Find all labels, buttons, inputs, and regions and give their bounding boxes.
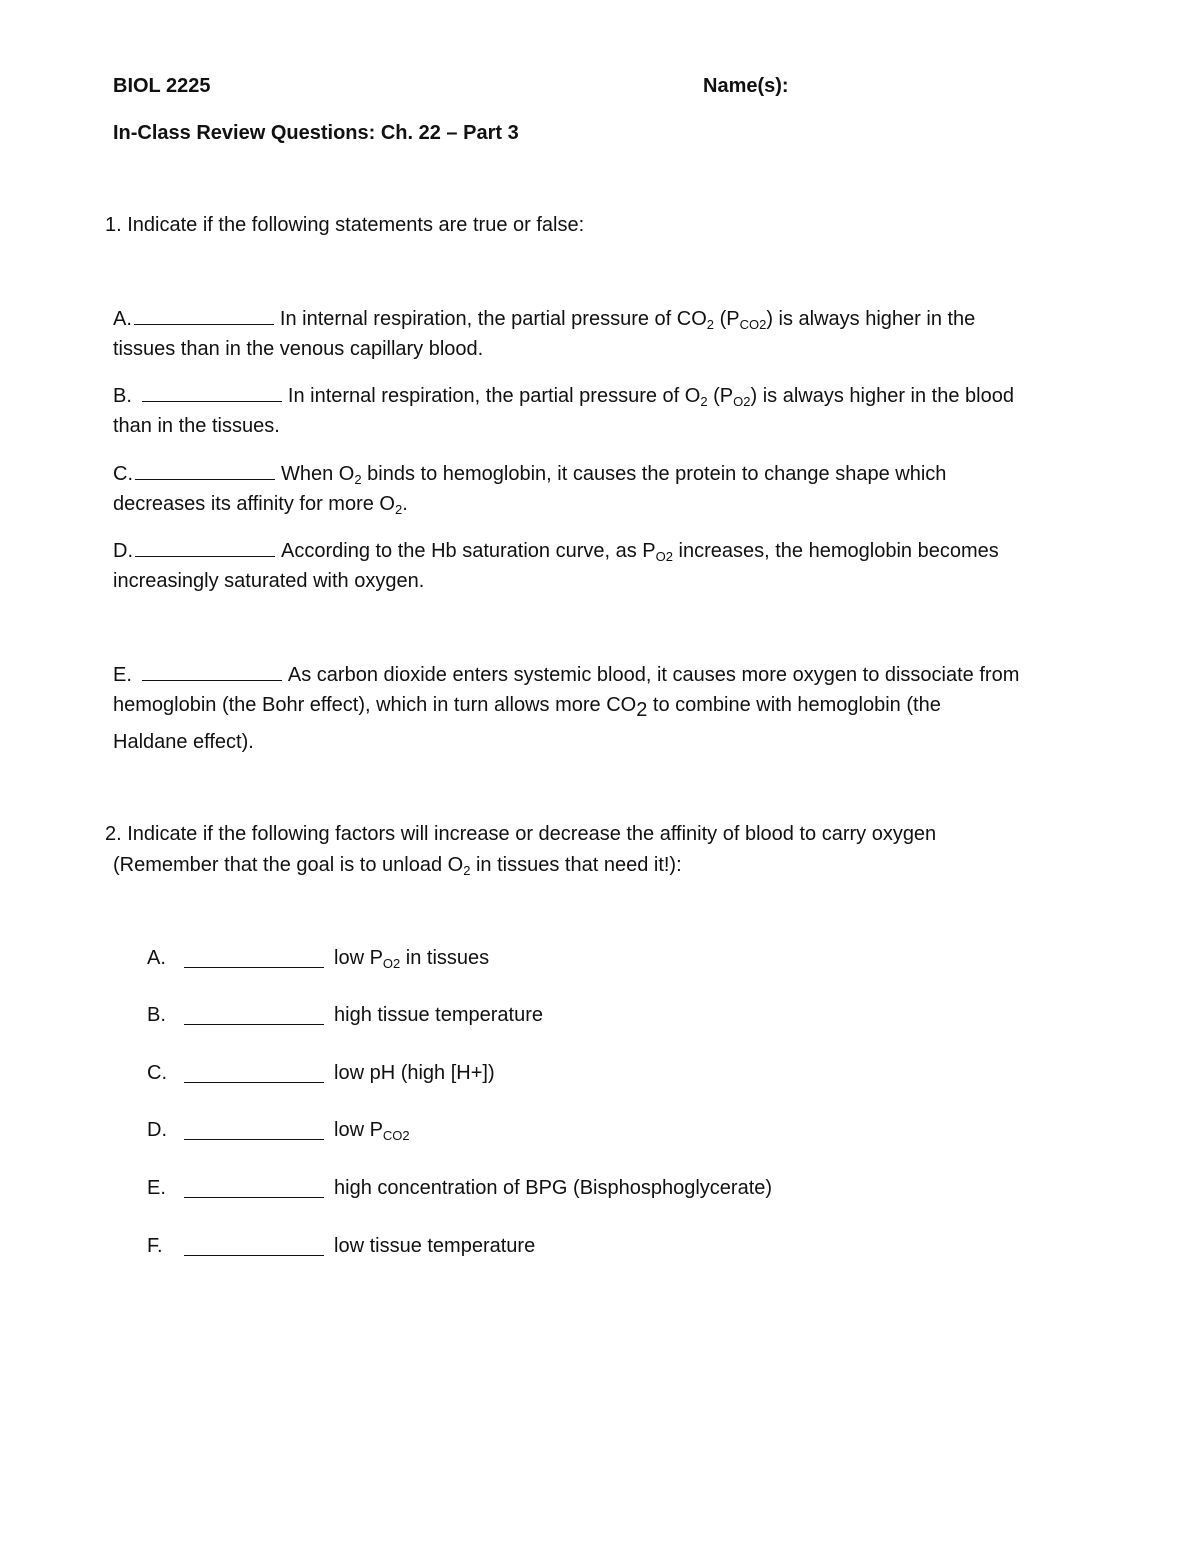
q1-item-d-line2: increasingly saturated with oxygen.	[113, 570, 425, 592]
q2-item-a-text-2: in tissues	[400, 947, 490, 969]
name-label: Name(s):	[703, 75, 789, 97]
q1-item-d-blank[interactable]	[135, 538, 275, 557]
q1-prompt: 1. Indicate if the following statements are true or false:	[105, 214, 585, 236]
q2-item-e-blank[interactable]	[184, 1197, 324, 1198]
q2-item-a-label	[334, 947, 489, 970]
q1-item-a-text-2: (P	[714, 308, 740, 330]
q1-item-b-sub-2: O2	[733, 394, 751, 409]
q1-item-a-text-3: ) is always higher in the	[766, 308, 976, 330]
q1-item-c-sub-1: 2	[354, 472, 362, 487]
q2-item-b-letter: B.	[147, 1004, 166, 1026]
q1-item-e-line3: Haldane effect).	[113, 731, 254, 753]
q1-item-a-blank[interactable]	[134, 306, 274, 325]
q2-item-c	[0, 1062, 1200, 1092]
q2-prompt-text-2: in tissues that need it!):	[470, 854, 682, 876]
course-code: BIOL 2225	[113, 75, 211, 97]
q2-item-a-sub: O2	[382, 956, 401, 971]
q1-item-a-letter: A.	[113, 308, 132, 330]
q1-item-b-text-1: In internal respiration, the partial pressure of O	[287, 385, 701, 407]
q1-item-d-sub-1: O2	[655, 549, 673, 564]
q1-item-c-text-1: When O	[281, 463, 355, 485]
q1-item-b-text-3: ) is always higher in the blood	[750, 385, 1014, 407]
q1-item-a-sub-1: 2	[706, 317, 715, 332]
q1-item-b-line2: than in the tissues.	[113, 415, 280, 437]
q2-item-c-label: low pH (high [H+])	[334, 1062, 495, 1084]
q2-prompt-line2	[113, 853, 682, 877]
q2-item-b-blank[interactable]	[184, 1024, 324, 1025]
q1-item-d	[113, 538, 999, 563]
q2-item-f-label: low tissue temperature	[334, 1235, 536, 1257]
page-subtitle: In-Class Review Questions: Ch. 22 – Part 3	[113, 122, 519, 144]
q1-item-c-letter: C.	[113, 463, 133, 485]
q1-item-c-text-2: binds to hemoglobin, it causes the protein to change shape which	[361, 463, 947, 485]
q2-item-e-letter: E.	[147, 1177, 166, 1199]
q1-item-a-sub-2: CO2	[739, 317, 767, 332]
q1-item-a-text-1: In internal respiration, the partial pressure of CO	[279, 308, 707, 330]
q2-item-a	[0, 947, 1200, 977]
q2-item-d-letter: D.	[147, 1119, 167, 1141]
q2-item-a-blank[interactable]	[184, 967, 324, 968]
q1-item-c	[113, 461, 946, 486]
q1-item-c-text-4: .	[402, 493, 408, 515]
q1-item-d-text-1: According to the Hb saturation curve, as P	[281, 540, 656, 562]
q2-item-f-letter: F.	[147, 1235, 163, 1257]
q2-item-d-sub: CO2	[382, 1128, 410, 1143]
q1-item-d-letter: D.	[113, 540, 133, 562]
q1-item-b-letter: B.	[113, 385, 132, 407]
q1-item-e	[113, 662, 1019, 687]
q1-item-e-letter: E.	[113, 664, 132, 686]
q1-item-c-sub-2: 2	[394, 502, 403, 517]
q2-prompt-text-1: (Remember that the goal is to unload O	[113, 854, 464, 876]
q2-item-e-label: high concentration of BPG (Bisphosphoglycerate)	[334, 1177, 773, 1199]
q1-item-a	[113, 306, 975, 331]
q1-item-e-blank[interactable]	[142, 662, 282, 681]
q2-item-d-text: low P	[334, 1119, 383, 1141]
q2-item-c-letter: C.	[147, 1062, 167, 1084]
q1-item-c-text-3: decreases its affinity for more O	[113, 493, 395, 515]
q2-prompt-sub: 2	[463, 863, 471, 878]
q1-item-b-blank[interactable]	[142, 383, 282, 402]
q2-item-f-blank[interactable]	[184, 1255, 324, 1256]
q1-item-e-line2	[113, 693, 941, 721]
q1-item-b	[113, 383, 1014, 408]
q2-item-d	[0, 1119, 1200, 1149]
q1-item-e-text-3: to combine with hemoglobin (the	[647, 694, 941, 716]
q1-item-a-line2: tissues than in the venous capillary blood.	[113, 338, 484, 360]
q2-item-a-letter: A.	[147, 947, 166, 969]
q2-prompt-line1: 2. Indicate if the following factors will increase or decrease the affinity of blood to carry oxygen	[105, 823, 937, 845]
q2-item-a-text-1: low P	[334, 947, 383, 969]
q2-item-d-blank[interactable]	[184, 1139, 324, 1140]
q2-item-f	[0, 1235, 1200, 1265]
q1-item-c-line2	[113, 492, 408, 516]
q1-item-b-sub-1: 2	[700, 394, 708, 409]
q2-item-c-blank[interactable]	[184, 1082, 324, 1083]
q1-item-e-text-1: As carbon dioxide enters systemic blood, it causes more oxygen to dissociate from	[287, 664, 1020, 686]
q1-item-e-sub: 2	[636, 699, 648, 721]
q1-item-e-text-2: hemoglobin (the Bohr effect), which in turn allows more CO	[113, 694, 637, 716]
q2-item-b-label: high tissue temperature	[334, 1004, 544, 1026]
q2-item-b	[0, 1004, 1200, 1034]
q1-item-d-text-2: increases, the hemoglobin becomes	[672, 540, 999, 562]
q1-item-c-blank[interactable]	[135, 461, 275, 480]
q2-item-e	[0, 1177, 1200, 1207]
q2-item-d-label	[334, 1119, 410, 1142]
q1-item-b-text-2: (P	[707, 385, 734, 407]
